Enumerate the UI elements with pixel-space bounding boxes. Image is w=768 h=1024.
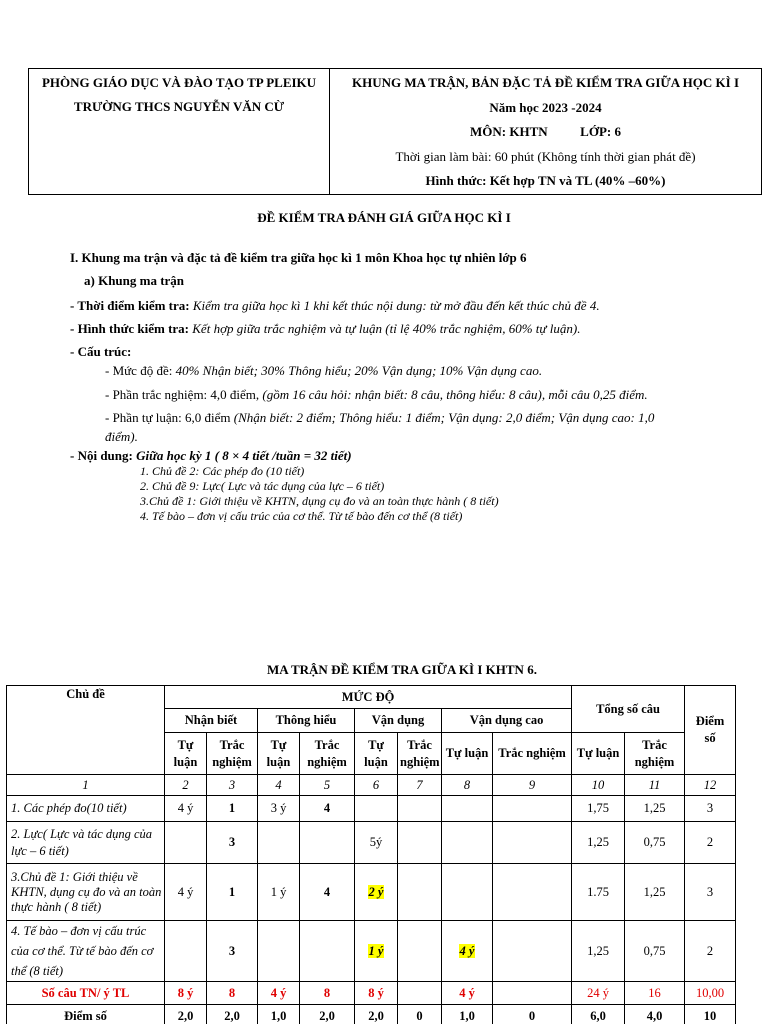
- content-value: Giữa học kỳ 1 ( 8 × 4 tiết /tuần = 32 tiết): [136, 448, 352, 463]
- cell: 3: [685, 796, 736, 822]
- cell: [493, 796, 572, 822]
- cell: 1,75: [572, 796, 625, 822]
- cell: 8: [207, 982, 258, 1005]
- table-row: [7, 921, 768, 982]
- header-essay: Tự luận: [258, 733, 300, 775]
- cell: 4 ý: [442, 982, 493, 1005]
- column-number: 1: [7, 775, 165, 796]
- cell: [398, 982, 442, 1005]
- cell: [258, 822, 300, 864]
- matrix-title: MA TRẬN ĐỀ KIỂM TRA GIỮA KÌ I KHTN 6.: [267, 662, 537, 677]
- header-left: [29, 69, 330, 195]
- cell: 1: [207, 796, 258, 822]
- content-item: 4. Tế bào – đơn vị cấu trúc của cơ thể. Từ tế bào đến cơ thể (8 tiết): [140, 509, 463, 523]
- header-recognize: Nhận biết: [165, 709, 258, 733]
- header-essay: Tự luận: [355, 733, 398, 775]
- cell: 24 ý: [572, 982, 625, 1005]
- table-row: [7, 864, 768, 921]
- header-right: [330, 69, 762, 195]
- document-title: KHUNG MA TRẬN, BẢN ĐẶC TẢ ĐỀ KIỂM TRA GIỮA HỌC KÌ I: [351, 75, 740, 90]
- topic-cell: 3.Chủ đề 1: Giới thiệu về KHTN, dụng cụ đo và an toàn thực hành ( 8 tiết): [7, 864, 165, 921]
- cell: 0,75: [625, 822, 685, 864]
- exam-time-label: - Thời điểm kiểm tra:: [70, 298, 190, 313]
- cell: 2: [685, 921, 736, 982]
- cell: 3 ý: [258, 796, 300, 822]
- topic-cell: 4. Tế bào – đơn vị cấu trúc của cơ thể. Từ tế bào đến cơ thể (8 tiết): [7, 921, 165, 982]
- cell: 1.75: [572, 864, 625, 921]
- column-number: 3: [207, 775, 258, 796]
- cell: 1,0: [258, 1005, 300, 1024]
- highlighted-value: 4 ý: [459, 943, 475, 958]
- cell: [493, 921, 572, 982]
- header-level: MỨC ĐỘ: [165, 686, 572, 709]
- table-row: [7, 822, 768, 864]
- essay-line: [105, 410, 654, 426]
- cell: [398, 921, 442, 982]
- column-number: 4: [258, 775, 300, 796]
- cell: [442, 822, 493, 864]
- mc-label: - Phần trắc nghiệm: 4,0 điểm,: [105, 387, 260, 402]
- cell: 4: [300, 864, 355, 921]
- cell: 2,0: [165, 1005, 207, 1024]
- header-understand: Thông hiểu: [258, 709, 355, 733]
- header-essay: Tự luận: [165, 733, 207, 775]
- cell: [355, 796, 398, 822]
- cell: 1,25: [572, 921, 625, 982]
- content-label: - Nội dung:: [70, 448, 133, 463]
- cell: 8 ý: [165, 982, 207, 1005]
- table-row: [7, 796, 768, 822]
- cell: 0,75: [625, 921, 685, 982]
- exam-time-value: Kiểm tra giữa học kì 1 khi kết thúc nội dung: từ mở đầu đến kết thúc chủ đề 4.: [192, 298, 600, 313]
- exam-format-line: [70, 321, 580, 337]
- cell: 1,25: [572, 822, 625, 864]
- cell: [442, 796, 493, 822]
- school-name: TRƯỜNG THCS NGUYỄN VĂN CỪ: [73, 99, 285, 114]
- cell: [493, 864, 572, 921]
- department-name: PHÒNG GIÁO DỤC VÀ ĐÀO TẠO TP PLEIKU: [41, 75, 317, 90]
- cell: 10,00: [685, 982, 736, 1005]
- column-number: 7: [398, 775, 442, 796]
- header-apply-high: Vận dụng cao: [442, 709, 572, 733]
- cell: 4,0: [625, 1005, 685, 1024]
- header-mc: Trắc nghiệm: [493, 733, 572, 775]
- subject-class: MÔN: KHTN LỚP: 6: [470, 124, 621, 139]
- cell: 2,0: [207, 1005, 258, 1024]
- level-line: [105, 363, 542, 379]
- count-label: Số câu TN/ ý TL: [7, 982, 165, 1005]
- content-line: [70, 448, 352, 464]
- structure-label: - Cấu trúc:: [70, 344, 132, 359]
- cell: 5ý: [355, 822, 398, 864]
- highlighted-value: 2 ý: [368, 884, 384, 899]
- cell: 1,25: [625, 796, 685, 822]
- count-row: [7, 982, 768, 1005]
- cell: [442, 921, 493, 982]
- cell: 4 ý: [165, 864, 207, 921]
- score-row: [7, 1005, 768, 1024]
- cell: 6,0: [572, 1005, 625, 1024]
- cell: [493, 822, 572, 864]
- matrix-table: [6, 685, 768, 1024]
- cell: [165, 921, 207, 982]
- cell: 3: [207, 921, 258, 982]
- level-label: - Mức độ đề:: [105, 363, 173, 378]
- essay-value: (Nhận biết: 2 điểm; Thông hiểu: 1 điểm; Vận dụng: 2,0 điểm; Vận dụng cao: 1,0: [233, 410, 655, 425]
- cell: 3: [685, 864, 736, 921]
- cell: 2: [685, 822, 736, 864]
- cell: 10: [685, 1005, 736, 1024]
- header-mc: Trắc nghiệm: [398, 733, 442, 775]
- cell: 1,25: [625, 864, 685, 921]
- cell: [258, 921, 300, 982]
- exam-format: Hình thức: Kết hợp TN và TL (40% –60%): [425, 173, 666, 188]
- topic-cell: 1. Các phép đo(10 tiết): [7, 796, 165, 822]
- cell: [355, 921, 398, 982]
- level-value: 40% Nhận biết; 30% Thông hiểu; 20% Vận dụng; 10% Vận dụng cao.: [175, 363, 543, 378]
- cell: 0: [398, 1005, 442, 1024]
- column-number: 10: [572, 775, 625, 796]
- cell: [398, 822, 442, 864]
- column-number-row: [7, 775, 768, 796]
- content-item: 2. Chủ đề 9: Lực( Lực và tác dụng của lực – 6 tiết): [140, 479, 385, 493]
- cell: 3: [207, 822, 258, 864]
- cell: [398, 864, 442, 921]
- cell: [355, 864, 398, 921]
- header-essay: Tự luận: [442, 733, 493, 775]
- cell: 1,0: [442, 1005, 493, 1024]
- column-number: 6: [355, 775, 398, 796]
- header-total-mc: Trắc nghiệm: [625, 733, 685, 775]
- cell: [442, 864, 493, 921]
- cell: 4: [300, 796, 355, 822]
- mc-line: [105, 387, 648, 403]
- column-number: 8: [442, 775, 493, 796]
- subsection-heading: a) Khung ma trận: [84, 273, 185, 288]
- header-topic: Chủ đề: [7, 686, 165, 775]
- topic-cell: 2. Lực( Lực và tác dụng của lực – 6 tiết): [7, 822, 165, 864]
- header-score: Điểm số: [685, 686, 736, 775]
- cell: [493, 982, 572, 1005]
- header-total-essay: Tự luận: [572, 733, 625, 775]
- school-year: Năm học 2023 -2024: [489, 99, 602, 115]
- cell: 4 ý: [165, 796, 207, 822]
- section-heading: I. Khung ma trận và đặc tả đề kiểm tra giữa học kì 1 môn Khoa học tự nhiên lớp 6: [70, 250, 527, 265]
- mc-value: (gồm 16 câu hỏi: nhận biết: 8 câu, thông hiểu: 8 câu), mỗi câu 0,25 điểm.: [262, 387, 648, 402]
- cell: [398, 796, 442, 822]
- essay-value-cont: điểm).: [105, 429, 138, 444]
- cell: 1 ý: [258, 864, 300, 921]
- column-number: 5: [300, 775, 355, 796]
- exam-format-label: - Hình thức kiểm tra:: [70, 321, 190, 336]
- score-label: Điểm số: [7, 1005, 165, 1024]
- content-item: 3.Chủ đề 1: Giới thiệu về KHTN, dụng cụ đo và an toàn thực hành ( 8 tiết): [140, 494, 499, 508]
- column-number: 12: [685, 775, 736, 796]
- cell: [300, 921, 355, 982]
- cell: [165, 822, 207, 864]
- main-title: ĐỀ KIỂM TRA ĐÁNH GIÁ GIỮA HỌC KÌ I: [257, 210, 511, 225]
- cell: 2,0: [355, 1005, 398, 1024]
- column-number: 11: [625, 775, 685, 796]
- cell: 8: [300, 982, 355, 1005]
- exam-time-line: [70, 298, 600, 314]
- column-number: 9: [493, 775, 572, 796]
- header-box: [28, 68, 762, 195]
- cell: 0: [493, 1005, 572, 1024]
- header-apply: Vận dụng: [355, 709, 442, 733]
- cell: 8 ý: [355, 982, 398, 1005]
- cell: 4 ý: [258, 982, 300, 1005]
- content-list: [140, 464, 499, 524]
- exam-format-value: Kết hợp giữa trắc nghiệm và tự luận (tỉ lệ 40% trắc nghiệm, 60% tự luận).: [192, 321, 581, 336]
- cell: 2,0: [300, 1005, 355, 1024]
- column-number: 2: [165, 775, 207, 796]
- header-total: Tổng số câu: [572, 686, 685, 733]
- highlighted-value: 1 ý: [368, 943, 384, 958]
- content-item: 1. Chủ đề 2: Các phép đo (10 tiết): [140, 464, 305, 478]
- cell: 16: [625, 982, 685, 1005]
- exam-duration: Thời gian làm bài: 60 phút (Không tính thời gian phát đề): [395, 148, 696, 164]
- cell: 1: [207, 864, 258, 921]
- header-mc: Trắc nghiệm: [300, 733, 355, 775]
- cell: [300, 822, 355, 864]
- essay-label: - Phần tự luận: 6,0 điểm: [105, 410, 231, 425]
- header-mc: Trắc nghiệm: [207, 733, 258, 775]
